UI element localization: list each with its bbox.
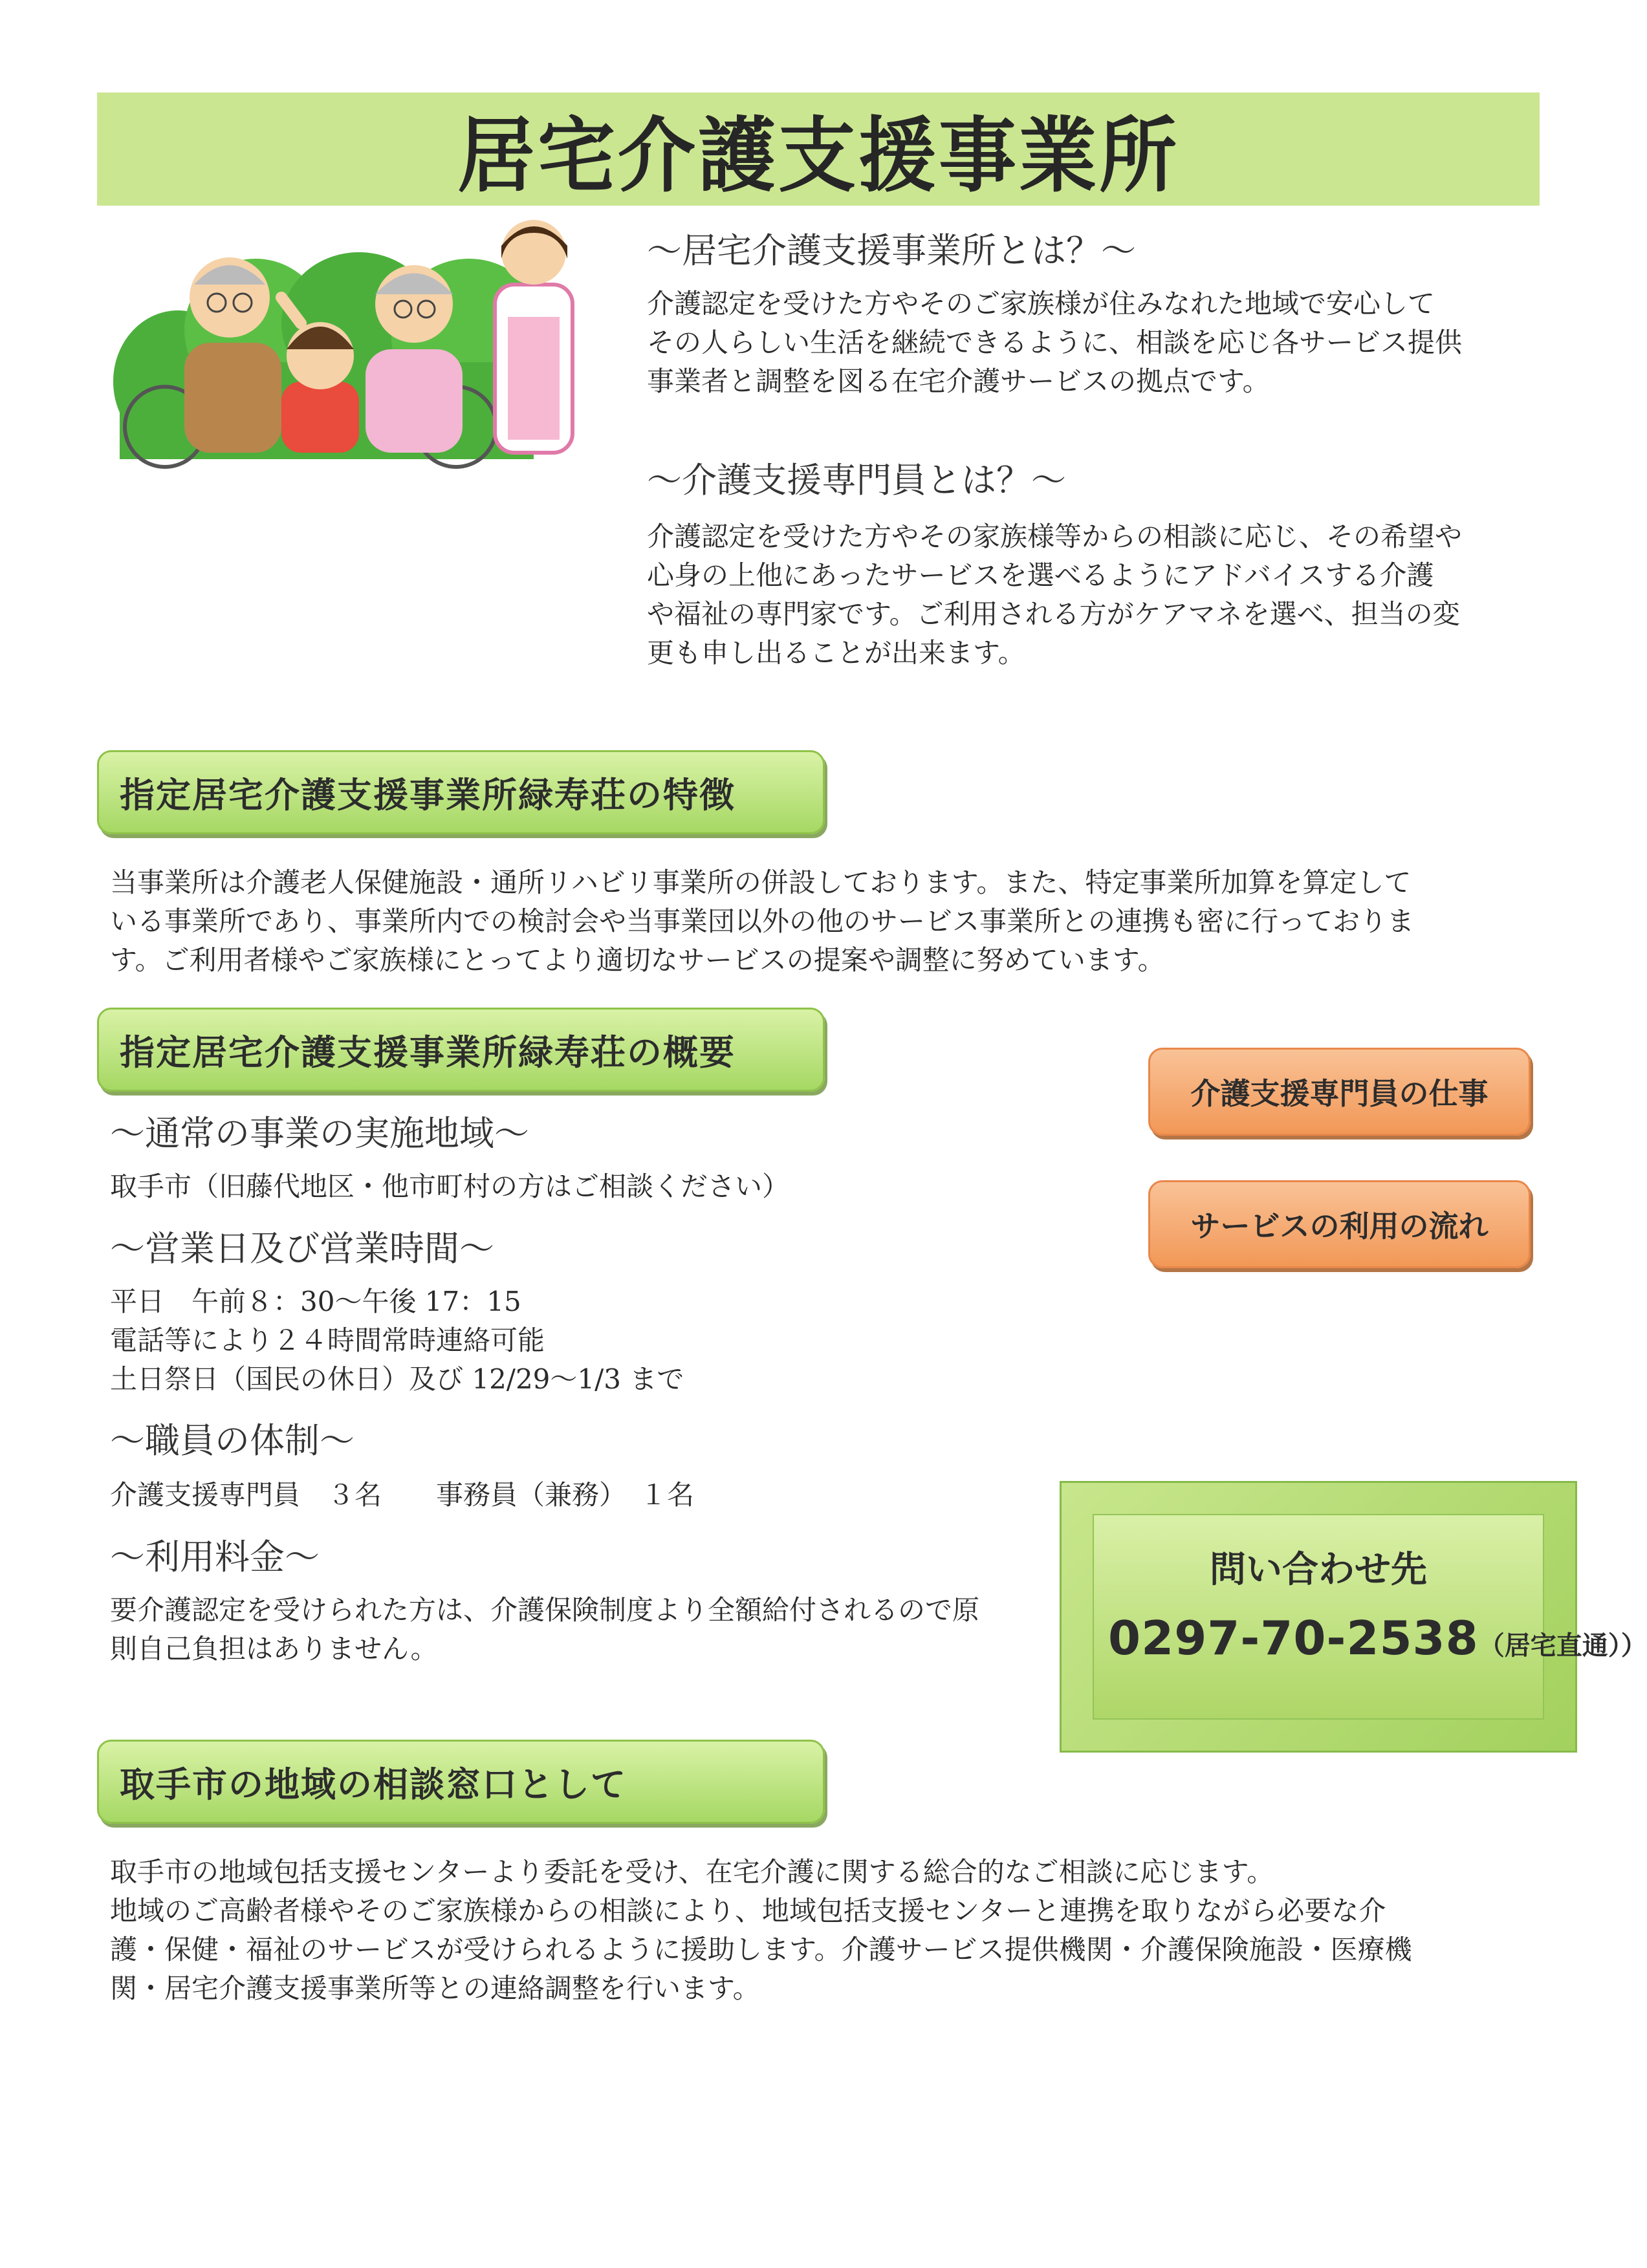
consultation-text [110, 1853, 1412, 2008]
hours-line: 土日祭日（国民の休日）及び 12/29～1/3 まで [110, 1363, 684, 1395]
manager-line: 介護認定を受けた方やその家族様等からの相談に応じ、その希望や [647, 521, 1463, 552]
contact-inner-panel [1093, 1514, 1647, 1720]
manager-line: や福祉の専門家です。ご利用される方がケアマネを選べ、担当の変 [647, 598, 1460, 630]
hours-line: 平日 午前８：30～午後 17：15 [110, 1286, 521, 1317]
hours-heading: ～営業日及び営業時間～ [110, 1228, 494, 1269]
manager-text [647, 517, 1462, 673]
title-band [97, 92, 1540, 206]
consultation-heading-banner [97, 1740, 825, 1824]
overview-heading-banner [97, 1008, 825, 1092]
staff-text: 介護支援専門員 ３名 事務員（兼務） １名 [110, 1479, 695, 1511]
features-line: いる事業所であり、事業所内での検討会や当事業団以外の他のサービス事業所との連携も密に行っておりま [110, 905, 1415, 937]
about-line: 介護認定を受けた方やそのご家族様が住みなれた地域で安心して [647, 288, 1435, 319]
about-text [647, 285, 1462, 401]
about-line: その人らしい生活を継続できるように、相談を応じ各サービス提供 [647, 327, 1463, 358]
area-heading: ～通常の事業の実施地域～ [110, 1113, 529, 1154]
manager-line: 更も申し出ることが出来ます。 [647, 637, 1025, 669]
family-caregiver-illustration [107, 207, 611, 469]
manager-heading: ～介護支援専門員とは？～ [647, 460, 1066, 501]
consultation-line: 地域のご高齢者様やそのご家族様からの相談により、地域包括支援センターと連携を取りながら必要な介 [110, 1895, 1386, 1927]
phone-number: 0297-70-2538 [1108, 1611, 1479, 1665]
fee-line: 則自己負担はありません。 [110, 1633, 438, 1665]
about-heading: ～居宅介護支援事業所とは？～ [647, 230, 1136, 271]
fee-text [110, 1591, 979, 1669]
service-flow-label: サービスの利用の流れ [1190, 1209, 1489, 1244]
staff-heading: ～職員の体制～ [110, 1420, 354, 1461]
hours-text [110, 1282, 684, 1399]
features-heading: 指定居宅介護支援事業所緑寿荘の特徴 [120, 774, 736, 815]
consultation-line: 護・保健・福祉のサービスが受けられるように援助します。介護サービス提供機関・介護保険施設・医療機 [110, 1934, 1412, 1965]
phone-note: （居宅直通）） [1478, 1631, 1647, 1661]
fee-heading: ～利用料金～ [110, 1537, 320, 1577]
hours-line: 電話等により２４時間常時連絡可能 [110, 1324, 545, 1356]
overview-heading: 指定居宅介護支援事業所緑寿荘の概要 [120, 1031, 736, 1073]
service-flow-button[interactable] [1148, 1180, 1531, 1268]
features-line: す。ご利用者様やご家族様にとってより適切なサービスの提案や調整に努めています。 [110, 944, 1165, 976]
care-manager-job-button[interactable] [1148, 1048, 1531, 1136]
contact-phone-line [1108, 1611, 1647, 1665]
consultation-line: 取手市の地域包括支援センターより委託を受け、在宅介護に関する総合的なご相談に応じます。 [110, 1856, 1274, 1888]
page-title: 居宅介護支援事業所 [457, 109, 1179, 204]
features-line: 当事業所は介護老人保健施設・通所リハビリ事業所の併設しております。また、特定事業所加算を算定して [110, 867, 1412, 898]
care-manager-job-label: 介護支援専門員の仕事 [1190, 1076, 1489, 1111]
area-text: 取手市（旧藤代地区・他市町村の方はご相談ください） [110, 1171, 790, 1202]
contact-box [1060, 1481, 1647, 1753]
consultation-heading: 取手市の地域の相談窓口として [120, 1764, 627, 1805]
manager-line: 心身の上他にあったサービスを選べるようにアドバイスする介護 [647, 559, 1434, 591]
features-text [110, 863, 1414, 980]
features-heading-banner [97, 750, 825, 834]
fee-line: 要介護認定を受けられた方は、介護保険制度より全額給付されるので原 [110, 1594, 980, 1626]
contact-label: 問い合わせ先 [1210, 1549, 1427, 1591]
consultation-line: 関・居宅介護支援事業所等との連絡調整を行います。 [110, 1972, 760, 2004]
about-line: 事業者と調整を図る在宅介護サービスの拠点です。 [647, 365, 1270, 397]
